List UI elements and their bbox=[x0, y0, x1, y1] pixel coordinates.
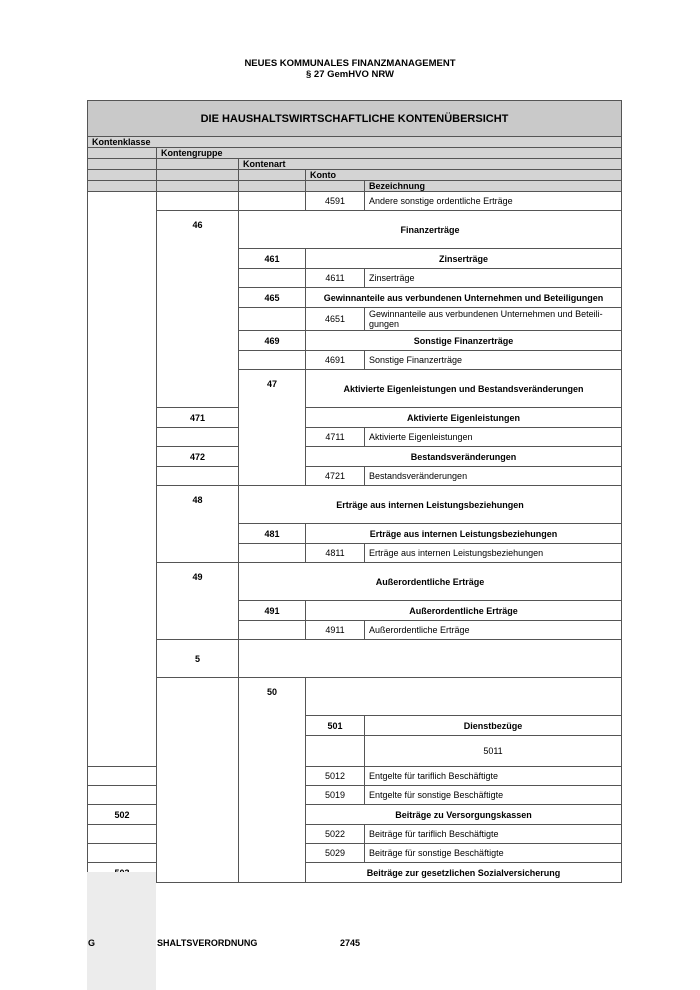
table-title: DIE HAUSHALTSWIRTSCHAFTLICHE KONTENÜBERSICHT bbox=[88, 101, 622, 137]
kontenart-code: 501 bbox=[306, 716, 365, 736]
kontenart-code: 481 bbox=[239, 524, 306, 544]
konto-label: Zinserträge bbox=[365, 269, 622, 288]
konto-code: 5029 bbox=[306, 844, 365, 863]
klasse-code: 5 bbox=[157, 640, 239, 678]
konto-code: 4691 bbox=[306, 351, 365, 370]
table-row bbox=[88, 678, 622, 716]
gruppe-code: 49 bbox=[157, 563, 239, 640]
table-row bbox=[88, 486, 622, 524]
konto-code: 5019 bbox=[306, 786, 365, 805]
konto-code: 4591 bbox=[306, 192, 365, 211]
gruppe-code: 48 bbox=[157, 486, 239, 563]
konto-code: 5012 bbox=[306, 767, 365, 786]
col-header-bezeichnung: Bezeichnung bbox=[365, 181, 622, 192]
konto-code: 4611 bbox=[306, 269, 365, 288]
kontenart-code: 502 bbox=[88, 805, 157, 825]
kontenart-code: 469 bbox=[239, 331, 306, 351]
konto-code: 4911 bbox=[306, 621, 365, 640]
kontenart-label: Sonstige Finanzerträge bbox=[306, 331, 622, 351]
kontenart-label: Außerordentliche Erträge bbox=[306, 601, 622, 621]
konto-code: 4711 bbox=[306, 428, 365, 447]
kontenart-label: Aktivierte Eigenleistungen bbox=[306, 408, 622, 428]
konto-label: Sonstige Finanzerträge bbox=[365, 351, 622, 370]
konto-label: Erträge aus internen Leistungsbeziehungen bbox=[365, 544, 622, 563]
kontenart-label: Bestandsveränderungen bbox=[306, 447, 622, 467]
gruppe-label: Finanzerträge bbox=[239, 211, 622, 249]
gruppe-code: 50 bbox=[239, 678, 306, 883]
header-line-2: § 27 GemHVO NRW bbox=[306, 69, 394, 80]
col-header-kontengruppe: Kontengruppe bbox=[157, 148, 622, 159]
gruppe-label: Aktivierte Eigenleistungen und Bestandsveränderungen bbox=[306, 370, 622, 408]
gruppe-label: Außerordentliche Erträge bbox=[239, 563, 622, 601]
col-header-kontenklasse: Kontenklasse bbox=[88, 137, 622, 148]
konto-label: Entgelte für tariflich Beschäftigte bbox=[365, 767, 622, 786]
table-row bbox=[88, 192, 622, 211]
konto-label: Beiträge für tariflich Beschäftigte bbox=[365, 825, 622, 844]
konto-label: Bestandsveränderungen bbox=[365, 467, 622, 486]
konto-code: 4811 bbox=[306, 544, 365, 563]
kontenart-code: 472 bbox=[157, 447, 239, 467]
kontenart-label: Gewinnanteile aus verbundenen Unternehmen und Beteiligungen bbox=[306, 288, 622, 308]
konto-code: 5011 bbox=[365, 736, 622, 767]
col-header-kontenart: Kontenart bbox=[239, 159, 622, 170]
konto-label: Aktivierte Eigenleistungen bbox=[365, 428, 622, 447]
gruppe-code: 46 bbox=[157, 211, 239, 408]
kontenart-code: 471 bbox=[157, 408, 239, 428]
konten-table bbox=[87, 100, 622, 883]
konto-label: Beiträge für sonstige Beschäftigte bbox=[365, 844, 622, 863]
konto-code: 4651 bbox=[306, 308, 365, 331]
table-row bbox=[88, 563, 622, 601]
header-line-1: NEUES KOMMUNALES FINANZMANAGEMENT bbox=[244, 58, 456, 69]
konto-code: 5022 bbox=[306, 825, 365, 844]
konto-label: Entgelte für sonstige Beschäftigte bbox=[365, 786, 622, 805]
kontenart-code: 461 bbox=[239, 249, 306, 269]
konto-label: Gewinnanteile aus verbundenen Unternehmen und Beteili-gungen bbox=[365, 308, 622, 331]
table-row bbox=[88, 211, 622, 249]
konto-code: 4721 bbox=[306, 467, 365, 486]
kontenart-label: Beiträge zur gesetzlichen Sozialversicherung bbox=[306, 863, 622, 883]
kontenart-code: 465 bbox=[239, 288, 306, 308]
kontenart-label: Dienstbezüge bbox=[365, 716, 622, 736]
kontenart-label: Erträge aus internen Leistungsbeziehungen bbox=[306, 524, 622, 544]
konto-label: Außerordentliche Erträge bbox=[365, 621, 622, 640]
footer-left-title: SHALTSVERORDNUNG bbox=[157, 938, 258, 948]
margin-strip bbox=[87, 872, 156, 990]
konto-label: Andere sonstige ordentliche Erträge bbox=[365, 192, 622, 211]
table-row bbox=[88, 467, 622, 486]
table-row bbox=[88, 640, 622, 678]
table-row bbox=[88, 408, 622, 428]
gruppe-code: 47 bbox=[239, 370, 306, 486]
kontenart-label: Zinserträge bbox=[306, 249, 622, 269]
table-row bbox=[88, 447, 622, 467]
table-row bbox=[88, 428, 622, 447]
col-header-konto: Konto bbox=[306, 170, 622, 181]
page-number: 2745 bbox=[340, 938, 361, 948]
gruppe-label: Erträge aus internen Leistungsbeziehungen bbox=[239, 486, 622, 524]
footer-left-fragment: G bbox=[88, 938, 96, 948]
kontenart-code: 491 bbox=[239, 601, 306, 621]
kontenart-label: Beiträge zu Versorgungskassen bbox=[306, 805, 622, 825]
